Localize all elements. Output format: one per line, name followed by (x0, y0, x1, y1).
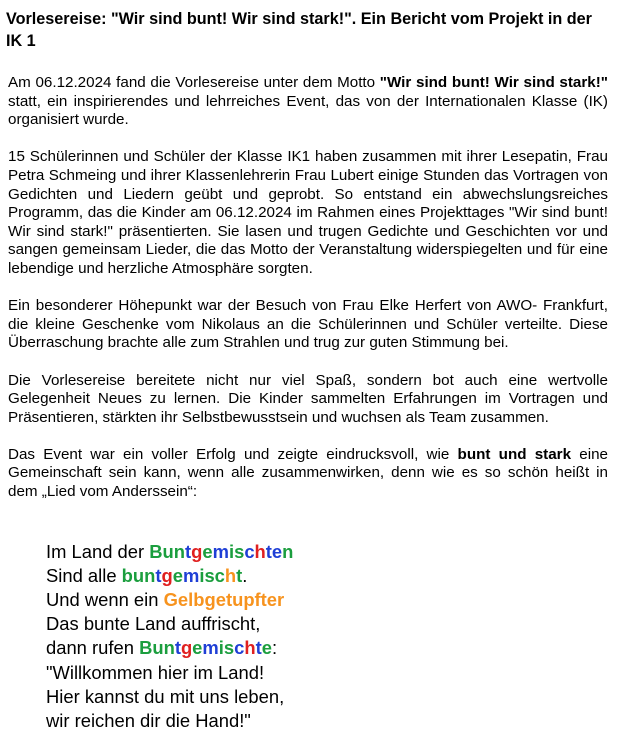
poem-line-3: Und wenn ein Gelbgetupfter (46, 589, 285, 611)
colored-word: Buntgemischte (139, 637, 272, 659)
paragraph-learning: Die Vorlesereise bereitete nicht nur viel Spaß, sondern bot auch eine wertvolle Gelegenheit Neues zu lernen. Die Kinder sammelten Erfahrungen im Vortragen und Präsentieren, stärkten ihr Selbstbewusstsein und wuchsen als Team zusammen. (8, 371, 608, 426)
poem-line-1: Im Land der Buntgemischten (46, 540, 294, 562)
colored-word: buntgemischt (121, 564, 243, 586)
paragraph-text: Am 06.12.2024 fand die Vorlesereise unter dem Motto (8, 74, 380, 91)
paragraph-conclusion (6, 446, 608, 502)
poem-line-8: wir reichen dir die Hand!" (46, 710, 251, 732)
paragraph-intro (6, 74, 608, 130)
paragraph-text: statt, ein inspirierendes und lehrreiches Event, das von der Internationalen Klasse (IK) organisiert wurde. (8, 92, 608, 129)
poem-line-4: Das bunte Land auffrischt, (46, 613, 261, 635)
paragraph-text: eine Gemeinschaft sein kann, wenn alle zusammenwirken, denn wie es so schön heißt in dem „Lied vom Anderssein“: (8, 445, 608, 501)
colored-word: Gelbgetupfter (163, 589, 285, 611)
poem-line-5: dann rufen Buntgemischte: (46, 637, 278, 659)
page-title: Vorlesereise: "Wir sind bunt! Wir sind stark!". Ein Bericht vom Projekt in der IK 1 (6, 10, 592, 50)
paragraph-highlight: Ein besonderer Höhepunkt war der Besuch von Frau Elke Herfert von AWO- Frankfurt, die kleine Geschenke vom Nikolaus an die Schülerinnen und Schüler verteilte. Diese Überraschung brachte alle zum Strahlen und trug zur guten Stimmung bei. (8, 297, 608, 352)
poem-line-2: Sind alle buntgemischt. (46, 564, 248, 586)
poem-line-7: Hier kannst du mit uns leben, (46, 685, 285, 707)
paragraph-program: 15 Schülerinnen und Schüler der Klasse IK1 haben zusammen mit ihrer Lesepatin, Frau Petra Schmeing und ihrer Klassenlehrerin Frau Lubert einige Stunden das Vortragen von Gedichten und Liedern geübt und geprobt. So entstand ein abwechslungsreiches Programm, das die Kinder am 06.12.2024 im Rahmen eines Projekttages "Wir sind bunt! Wir sind stark!" präsentierten. Sie lasen und trugen Gedichte und Geschichten vor und sangen gemeinsam Lieder, die das Motto der Veranstaltung widerspiegelten und für eine lebendige und herzliche Atmosphäre sorgten. (8, 148, 608, 277)
poem-lied-vom-anderssein (46, 540, 608, 734)
bunt-und-stark-bold: bunt und stark (457, 445, 572, 463)
paragraph-text: Das Event war ein voller Erfolg und zeigte eindrucksvoll, wie (8, 445, 458, 463)
poem-line-6: "Willkommen hier im Land! (46, 661, 265, 683)
colored-word: Buntgemischten (149, 540, 294, 562)
motto-bold: "Wir sind bunt! Wir sind stark!" (379, 74, 608, 91)
